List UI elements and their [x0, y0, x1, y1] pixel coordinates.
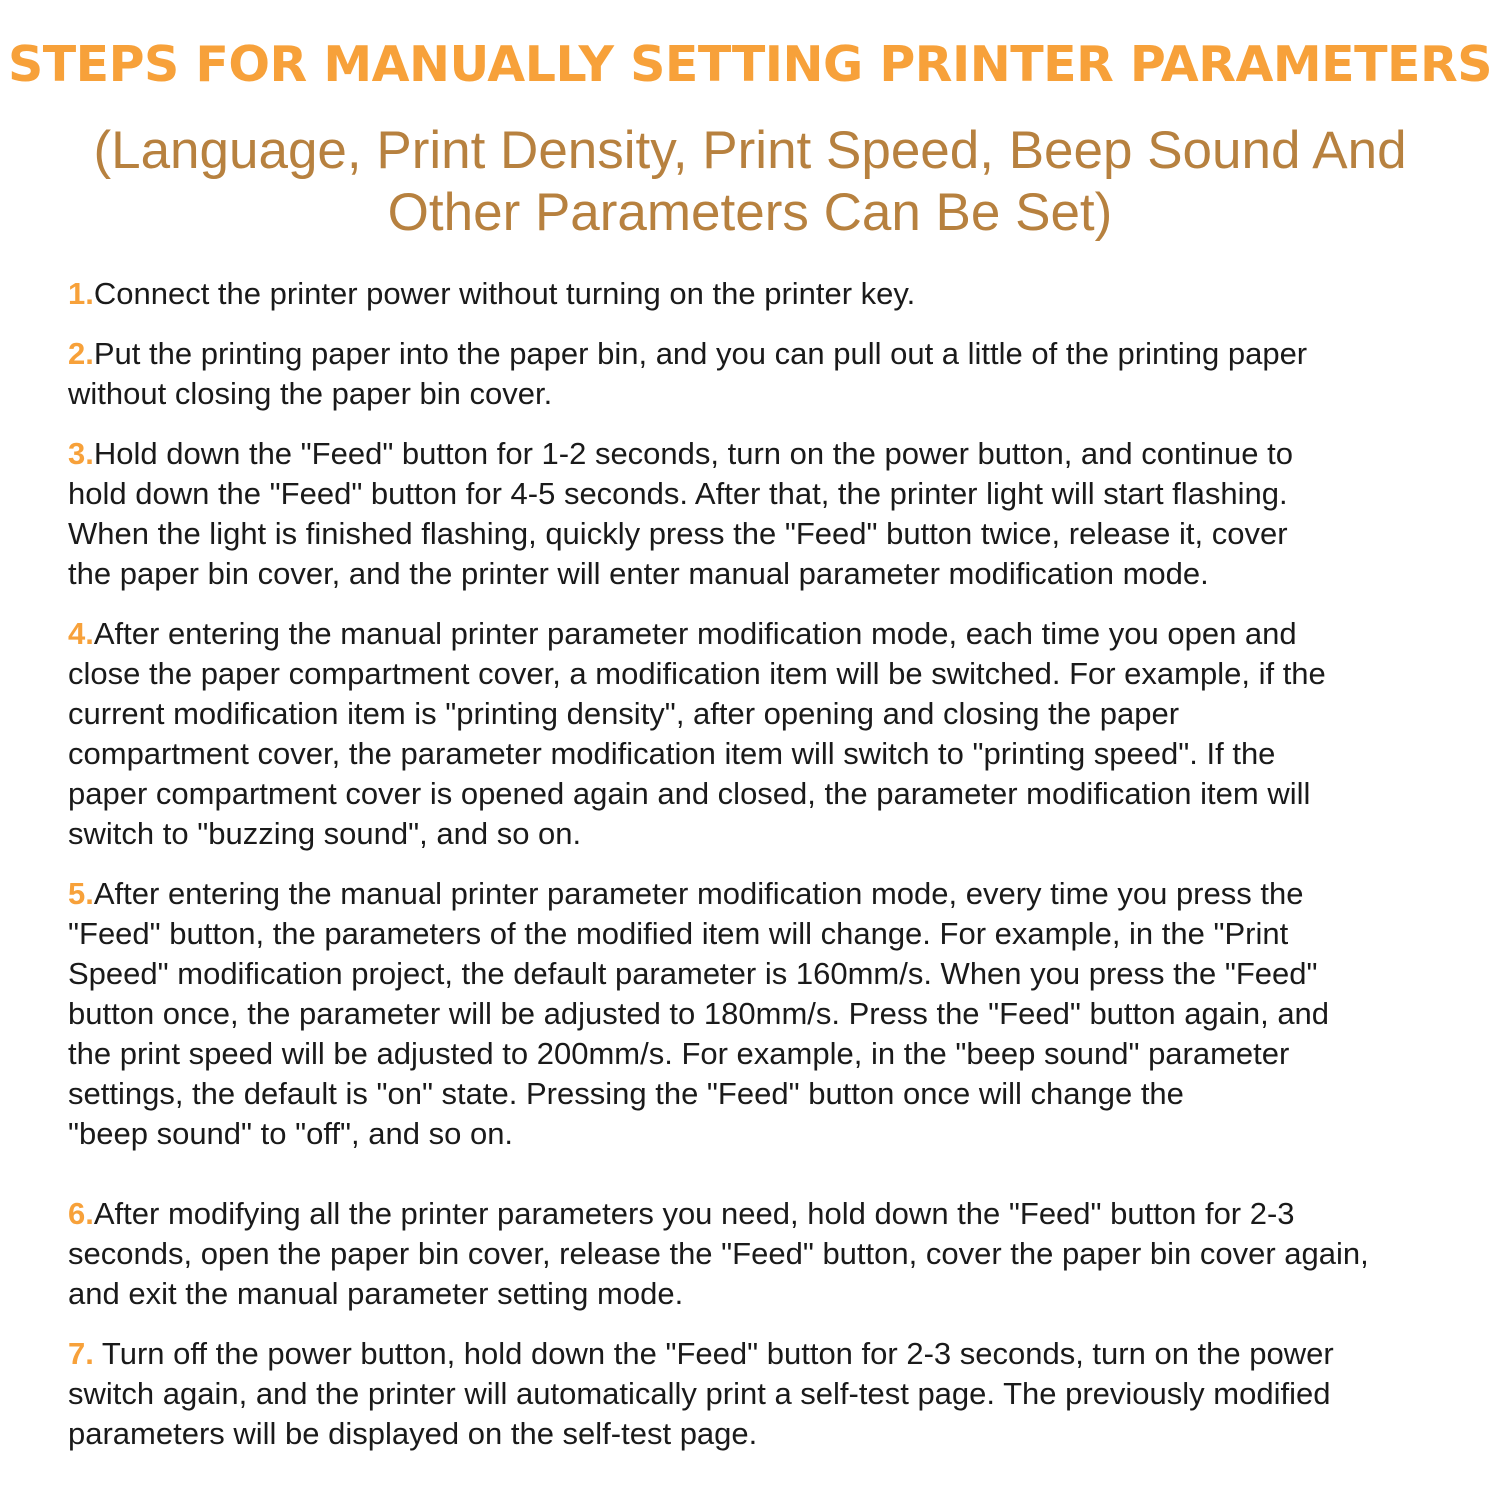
page-title: STEPS FOR MANUALLY SETTING PRINTER PARAMETERS: [7, 36, 1493, 93]
step-text: Put the printing paper into the paper bin, and you can pull out a little of the printing paper: [93, 336, 1308, 371]
step-text: without closing the paper bin cover.: [68, 376, 553, 411]
step-text: "Feed" button, the parameters of the modified item will change. For example, in the "Print: [68, 916, 1289, 951]
step-number: 5.: [68, 876, 94, 911]
step-text: Connect the printer power without turning on the printer key.: [93, 276, 916, 311]
step-text: Hold down the "Feed" button for 1-2 seconds, turn on the power button, and continue to: [93, 436, 1293, 471]
step-2: [68, 334, 1468, 414]
step-7: [68, 1334, 1468, 1454]
step-text: the paper bin cover, and the printer will enter manual parameter modification mode.: [68, 556, 1209, 591]
step-text: "beep sound" to "off", and so on.: [68, 1116, 514, 1151]
step-text: hold down the "Feed" button for 4-5 seconds. After that, the printer light will start flashing.: [68, 476, 1288, 511]
step-text: switch to "buzzing sound", and so on.: [68, 816, 582, 851]
step-1: [68, 274, 1468, 314]
step-5: [68, 874, 1468, 1154]
step-text: settings, the default is "on" state. Pressing the "Feed" button once will change the: [68, 1076, 1184, 1111]
steps-list: [68, 274, 1468, 1474]
step-text: seconds, open the paper bin cover, release the "Feed" button, cover the paper bin cover again,: [68, 1236, 1369, 1271]
step-number: 4.: [68, 616, 94, 651]
subtitle-line: (Language, Print Density, Print Speed, Beep Sound And: [93, 121, 1407, 180]
step-number: 6.: [68, 1196, 94, 1231]
step-3: [68, 434, 1468, 594]
step-6: [68, 1194, 1468, 1314]
step-4: [68, 614, 1468, 854]
step-text: button once, the parameter will be adjusted to 180mm/s. Press the "Feed" button again, and: [68, 996, 1330, 1031]
step-text: Turn off the power button, hold down the "Feed" button for 2-3 seconds, turn on the power: [93, 1336, 1334, 1371]
step-text: After modifying all the printer parameters you need, hold down the "Feed" button for 2-3: [93, 1196, 1295, 1231]
step-text: current modification item is "printing density", after opening and closing the paper: [68, 696, 1180, 731]
step-text: and exit the manual parameter setting mode.: [68, 1276, 684, 1311]
step-number: 1.: [68, 276, 94, 311]
step-number: 7.: [68, 1336, 94, 1371]
step-number: 2.: [68, 336, 94, 371]
step-text: parameters will be displayed on the self-test page.: [68, 1416, 758, 1451]
step-text: After entering the manual printer parameter modification mode, each time you open and: [93, 616, 1297, 651]
subtitle-line: Other Parameters Can Be Set): [387, 183, 1113, 242]
step-text: After entering the manual printer parameter modification mode, every time you press the: [93, 876, 1304, 911]
step-text: When the light is finished flashing, quickly press the "Feed" button twice, release it, cover: [68, 516, 1288, 551]
step-text: compartment cover, the parameter modification item will switch to "printing speed". If the: [68, 736, 1276, 771]
step-number: 3.: [68, 436, 94, 471]
step-text: switch again, and the printer will automatically print a self-test page. The previously modified: [68, 1376, 1331, 1411]
step-text: the print speed will be adjusted to 200mm/s. For example, in the "beep sound" parameter: [68, 1036, 1290, 1071]
step-text: close the paper compartment cover, a modification item will be switched. For example, if the: [68, 656, 1326, 691]
step-text: paper compartment cover is opened again and closed, the parameter modification item will: [68, 776, 1311, 811]
page-subtitle: [0, 120, 1500, 244]
step-text: Speed" modification project, the default parameter is 160mm/s. When you press the "Feed": [68, 956, 1318, 991]
